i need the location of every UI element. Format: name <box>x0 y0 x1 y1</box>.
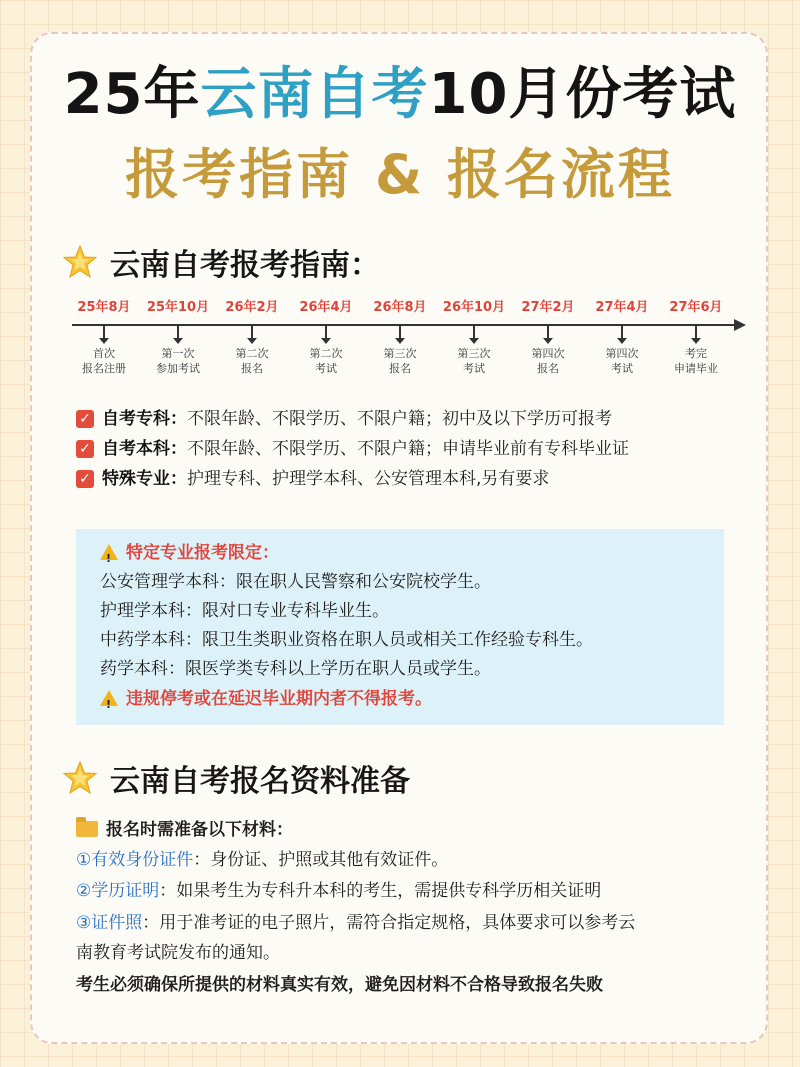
timeline-date: 27年6月 <box>669 300 723 315</box>
timeline-date: 27年2月 <box>521 300 575 315</box>
material-text: ：如果考生为专科升本科的考生，需提供专科学历相关证明 <box>159 881 602 901</box>
timeline-date: 25年8月 <box>77 300 131 315</box>
timeline-date: 27年4月 <box>595 300 649 315</box>
notice-warning: !违规停考或在延迟毕业期内者不得报考。 <box>100 686 432 712</box>
timeline-label: 第一次 参加考试 <box>156 347 200 375</box>
requirement-name: 自考本科： <box>102 439 187 459</box>
timeline-label: 考完 申请毕业 <box>674 347 718 375</box>
timeline-date: 26年4月 <box>299 300 353 315</box>
notice-title: !特定专业报考限定： <box>100 540 279 566</box>
page-subtitle: 报考指南 & 报名流程 <box>125 143 675 206</box>
material-name: ②学历证明 <box>76 881 160 901</box>
notice-line: 公安管理学本科：限在职人民警察和公安院校学生。 <box>100 572 491 592</box>
page-title: 25年云南自考10月份考试 <box>63 62 737 127</box>
timeline-tick <box>103 324 105 340</box>
notice-line: 中药学本科：限卫生类职业资格在职人员或相关工作经验专科生。 <box>100 630 593 650</box>
notice-line: 护理学本科：限对口专业专科毕业生。 <box>100 601 389 621</box>
timeline-tick <box>473 324 475 340</box>
timeline-label: 首次 报名注册 <box>82 347 126 375</box>
star-icon <box>62 244 98 280</box>
footer-warning: 考生必须确保所提供的材料真实有效，避免因材料不合格导致报名失败 <box>76 975 603 995</box>
material-text: ：身份证、护照或其他有效证件。 <box>193 850 449 870</box>
materials-heading <box>62 756 410 800</box>
requirement-text: 不限年龄、不限学历、不限户籍；初中及以下学历可报考 <box>187 409 612 429</box>
timeline-tick <box>251 324 253 340</box>
warning-icon <box>100 544 118 560</box>
timeline-label: 第四次 考试 <box>605 347 639 375</box>
timeline-tick <box>325 324 327 340</box>
material-text: ：用于准考证的电子照片，需符合指定规格，具体要求可以参考云 <box>142 913 636 933</box>
timeline-item <box>651 298 741 376</box>
requirement-name: 自考专科： <box>102 409 187 429</box>
timeline-date: 26年8月 <box>373 300 427 315</box>
material-continuation: 南教育考试院发布的通知。 <box>76 943 280 963</box>
timeline-tick <box>547 324 549 340</box>
warning-icon <box>100 690 118 706</box>
material-item <box>76 847 448 873</box>
notice-box <box>76 529 724 725</box>
materials-heading-text: 云南自考报名资料准备 <box>110 764 410 799</box>
material-name: ③证件照 <box>76 913 143 933</box>
guide-heading <box>62 240 380 284</box>
timeline-tick <box>695 324 697 340</box>
checkbox-icon: ✓ <box>76 440 94 458</box>
requirement-row <box>76 466 549 492</box>
materials-subheading: 报名时需准备以下材料： <box>76 817 293 843</box>
requirement-row <box>76 436 629 462</box>
timeline-date: 25年10月 <box>146 300 210 315</box>
requirement-row <box>76 406 612 432</box>
timeline-label: 第四次 报名 <box>531 347 565 375</box>
timeline-tick <box>621 324 623 340</box>
requirement-text: 不限年龄、不限学历、不限户籍；申请毕业前有专科毕业证 <box>187 439 629 459</box>
requirement-name: 特殊专业： <box>102 469 187 489</box>
material-name: ①有效身份证件 <box>76 850 194 870</box>
timeline <box>62 298 752 398</box>
checkbox-icon: ✓ <box>76 410 94 428</box>
timeline-tick <box>177 324 179 340</box>
timeline-date: 26年10月 <box>442 300 506 315</box>
timeline-tick <box>399 324 401 340</box>
timeline-label: 第二次 考试 <box>309 347 343 375</box>
guide-heading-text: 云南自考报考指南： <box>110 248 380 283</box>
timeline-label: 第三次 考试 <box>457 347 491 375</box>
timeline-label: 第三次 报名 <box>383 347 417 375</box>
checkbox-icon: ✓ <box>76 470 94 488</box>
material-item <box>76 910 635 936</box>
timeline-date: 26年2月 <box>225 300 279 315</box>
star-icon <box>62 760 98 796</box>
notice-line: 药学本科：限医学类专科以上学历在职人员或学生。 <box>100 659 491 679</box>
requirement-text: 护理专科、护理学本科、公安管理本科,另有要求 <box>187 469 550 489</box>
material-item <box>76 878 601 904</box>
timeline-label: 第二次 报名 <box>235 347 269 375</box>
folder-icon <box>76 821 98 837</box>
